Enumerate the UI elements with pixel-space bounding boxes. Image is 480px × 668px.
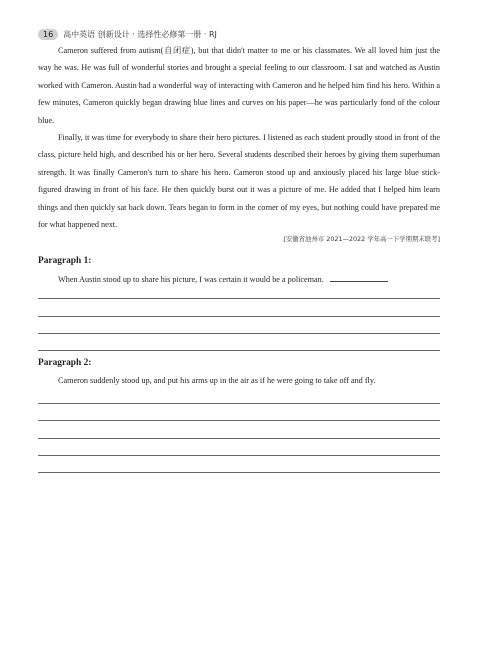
writing-line[interactable] [38, 455, 440, 456]
book-title: 高中英语 创新设计 · 选择性必修第一册 · RJ [63, 30, 217, 39]
writing-line[interactable] [38, 316, 440, 317]
paragraph-2-label: Paragraph 2: [38, 358, 92, 368]
page-header [38, 29, 217, 40]
paragraph-1-prompt-text: When Austin stood up to share his picture, I was certain it would be a policeman. [58, 275, 324, 284]
paragraph-1-label: Paragraph 1: [38, 256, 92, 266]
writing-line[interactable] [38, 333, 440, 334]
writing-line[interactable] [38, 438, 440, 439]
passage [38, 42, 440, 233]
writing-line[interactable] [38, 472, 440, 473]
answer-blank[interactable] [330, 273, 388, 282]
writing-line[interactable] [38, 403, 440, 404]
source-citation: [安徽省池州市 2021—2022 学年高一下学期期末联考] [283, 235, 440, 243]
paragraph-2-prompt: Cameron suddenly stood up, and put his arms up in the air as if he were going to take off and fly. [58, 376, 376, 385]
passage-paragraph-1: Cameron suffered from autism(自闭症), but that didn't matter to me or his classmates. We all loved him just the way he was. He was full of wonderful stories and brought a special feeling to our classroom. I sat and watched as Austin worked with Cameron. Austin had a wonderful way of interacting with Cameron and he helped him find his hero. Within a few minutes, Cameron quickly began drawing blue lines and curves on his paper—he was particularly fond of the colour blue. [38, 46, 440, 125]
writing-line[interactable] [38, 350, 440, 351]
writing-line[interactable] [38, 298, 440, 299]
passage-paragraph-2: Finally, it was time for everybody to share their hero pictures. I listened as each student proudly stood in front of the class, picture held high, and described his or her hero. Several students described their heroes by giving them superhuman strength. It was finally Cameron's turn to share his hero. Cameron stood up and anxiously placed his large blue stick-figured drawing in front of his face. He then quickly burst out it was a picture of me. He added that I helped him learn things and then quickly sat back down. Tears began to form in the corner of my eyes, but nothing could have prepared me for what happened next. [38, 133, 440, 230]
paragraph-1-prompt [58, 273, 388, 284]
page-number: 16 [38, 29, 58, 40]
writing-line[interactable] [38, 420, 440, 421]
